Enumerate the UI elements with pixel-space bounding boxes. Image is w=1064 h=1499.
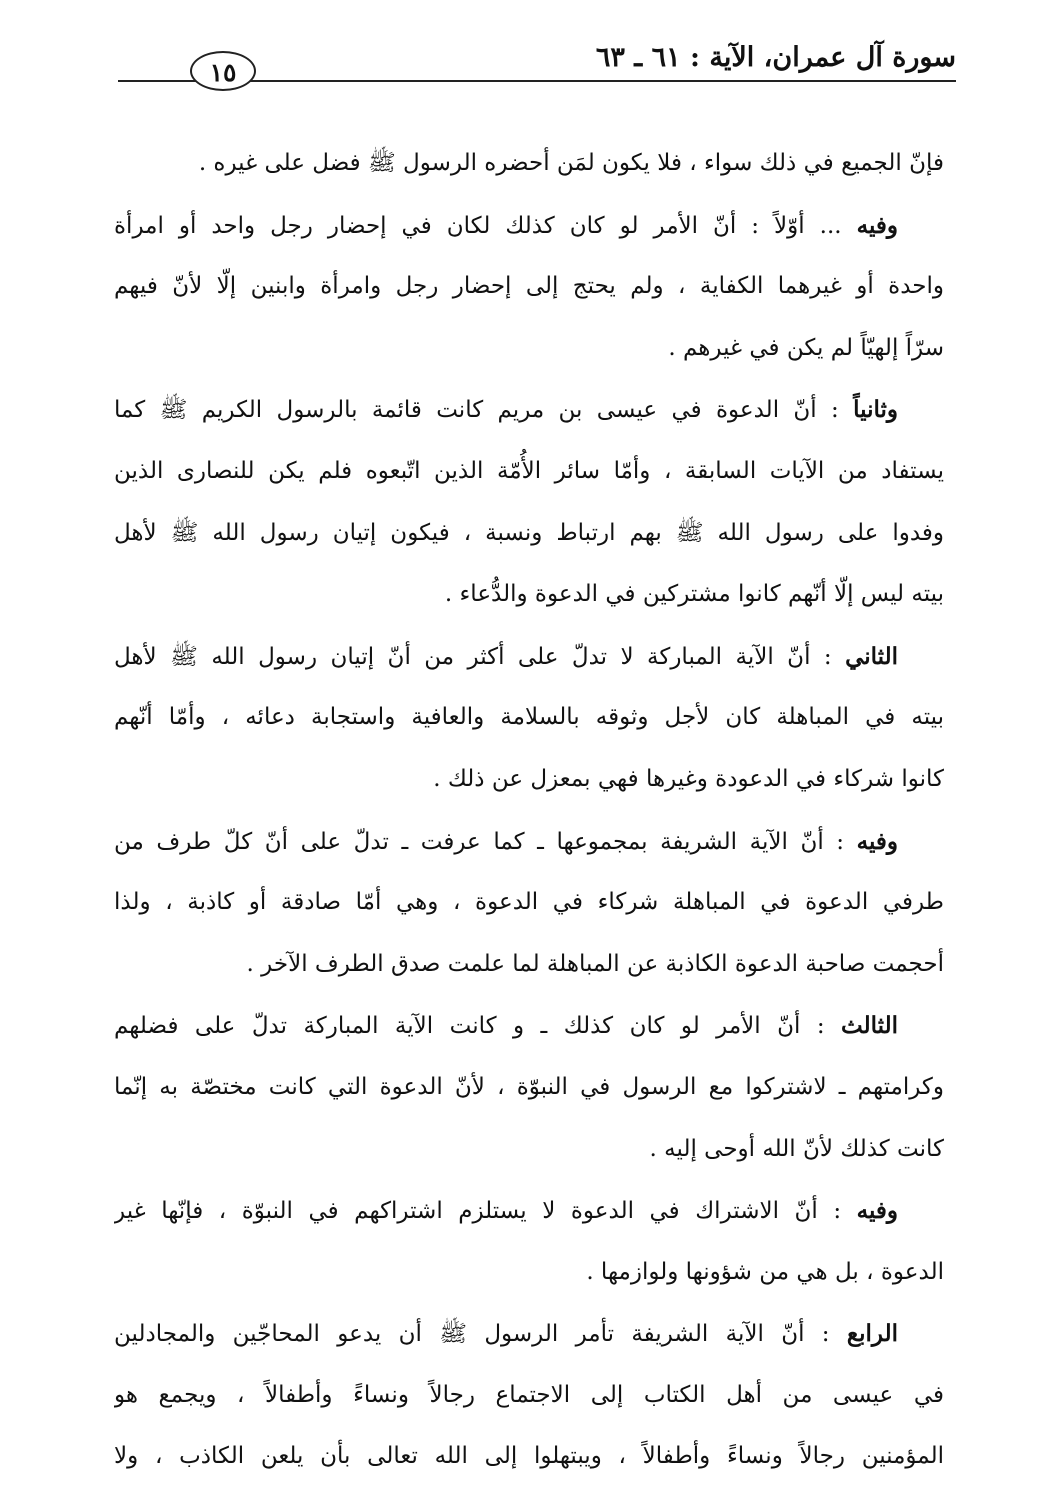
text-line: [114, 1426, 944, 1488]
line-text: في عيسى من أهل الكتاب إلى الاجتماع رجالاً ونساءً وأطفالاً ، ويجمع هو: [114, 1381, 944, 1408]
line-text: : أنّ الاشتراك في الدعوة لا يستلزم اشتراكهم في النبوّة ، فإنّها غير: [114, 1198, 857, 1225]
text-line: [114, 626, 944, 688]
line-text: واحدة أو غيرهما الكفاية ، ولم يحتج إلى إحضار رجل وامرأة وابنين إلّا لأنّ فيهم: [114, 273, 944, 300]
line-text: الدعوة ، بل هي من شؤونها ولوازمها .: [586, 1258, 944, 1285]
text-line: [114, 133, 944, 195]
text-line: [114, 1057, 944, 1119]
page-number-oval: ١٥: [190, 51, 256, 91]
paragraph-lead-word: الثاني: [845, 642, 898, 670]
text-line: [114, 687, 944, 749]
text-line: [114, 503, 944, 565]
line-text: يستفاد من الآيات السابقة ، وأمّا سائر الأُمّة الذين اتّبعوه فلم يكن للنصارى الذين: [114, 457, 944, 484]
paragraph-lead-word: وفيه: [856, 211, 898, 239]
line-text: فإنّ الجميع في ذلك سواء ، فلا يكون لمَن أحضره الرسول ﷺ فضل على غيره .: [198, 150, 944, 176]
paragraph-lead-word: وفيه: [856, 827, 898, 855]
body-text: [114, 133, 944, 1488]
line-text: كانت كذلك لأنّ الله أوحى إليه .: [649, 1135, 944, 1162]
page-header: [118, 38, 956, 90]
text-line: [114, 1303, 944, 1365]
line-text: كانوا شركاء في الدعودة وغيرها فهي بمعزل عن ذلك .: [433, 765, 944, 792]
line-text: : أنّ الآية الشريفة بمجموعها ـ كما عرفت ـ تدلّ على أنّ كلّ طرف من: [114, 828, 857, 855]
paragraph-lead-word: الرابع: [846, 1320, 898, 1348]
line-text: : أنّ الدعوة في عيسى بن مريم كانت قائمة بالرسول الكريم ﷺ كما: [114, 397, 854, 424]
line-text: أحجمت صاحبة الدعوة الكاذبة عن المباهلة لما علمت صدق الطرف الآخر .: [246, 950, 944, 977]
line-text: طرفي الدعوة في المباهلة شركاء في الدعوة ، وهي أمّا صادقة أو كاذبة ، ولذا: [114, 889, 944, 916]
text-line: [114, 1365, 944, 1427]
line-text: بيته في المباهلة كان لأجل وثوقه بالسلامة والعافية واستجابة دعائه ، وأمّا أنّهم: [114, 704, 944, 731]
running-title: سورة آل عمران، الآية : ٦١ ـ ٦٣: [595, 42, 956, 73]
text-line: [114, 811, 944, 873]
text-line: [114, 934, 944, 996]
line-text: : أنّ الآية الشريفة تأمر الرسول ﷺ أن يدعو المحاجّين والمجادلين: [114, 1321, 847, 1348]
line-text: : أنّ الآية المباركة لا تدلّ على أكثر من أنّ إتيان رسول الله ﷺ لأهل: [114, 643, 846, 670]
text-line: [114, 564, 944, 626]
text-line: [114, 872, 944, 934]
text-line: [114, 195, 944, 257]
line-text: وكرامتهم ـ لاشتركوا مع الرسول في النبوّة ، لأنّ الدعوة التي كانت مختصّة به إنّما: [114, 1073, 944, 1100]
line-text: وفدوا على رسول الله ﷺ بهم ارتباط ونسبة ، فيكون إتيان رسول الله ﷺ لأهل: [114, 519, 944, 546]
paragraph-lead-word: وثانياً: [853, 396, 898, 424]
line-text: المؤمنين رجالاً ونساءً وأطفالاً ، ويبتهلوا إلى الله تعالى بأن يلعن الكاذب ، ولا: [114, 1443, 944, 1470]
line-text: : أنّ الأمر لو كان كذلك ـ و كانت الآية المباركة تدلّ على فضلهم: [114, 1013, 842, 1040]
text-line: [114, 749, 944, 811]
paragraph-lead-word: وفيه: [856, 1197, 898, 1225]
text-line: [114, 318, 944, 380]
text-line: [114, 1180, 944, 1242]
text-line: [114, 379, 944, 441]
line-text: سرّاً إلهيّاً لم يكن في غيرهم .: [668, 334, 944, 361]
text-line: [114, 441, 944, 503]
text-line: [114, 256, 944, 318]
text-line: [114, 1242, 944, 1304]
text-line: [114, 1119, 944, 1181]
paragraph-lead-word: الثالث: [841, 1012, 898, 1040]
line-text: بيته ليس إلّا أنّهم كانوا مشتركين في الدعوة والدُّعاء .: [444, 581, 944, 608]
line-text: ... أوّلاً : أنّ الأمر لو كان كذلك لكان في إحضار رجل واحد أو امرأة: [114, 212, 857, 239]
text-line: [114, 995, 944, 1057]
